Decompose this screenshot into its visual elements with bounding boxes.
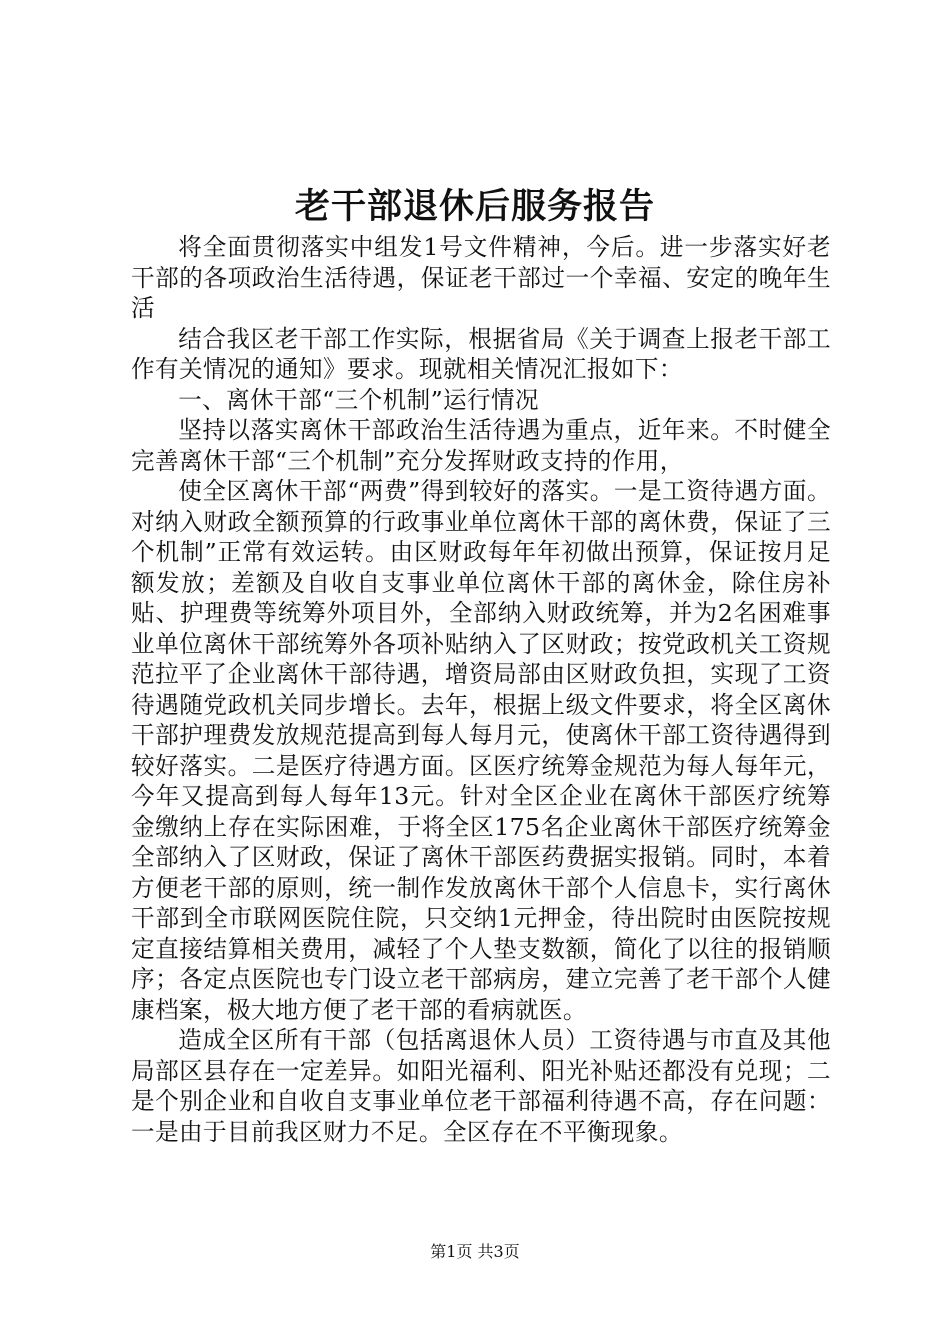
document-title: 老干部退休后服务报告 — [294, 186, 655, 227]
paragraph-problems: 造成全区所有干部（包括离退休人员）工资待遇与市直及其他局部区县存在一定差异。如阳光福利、阳光补贴还都没有兑现；二是个别企业和自收自支事业单位老干部福利待遇不高，存在问题：一是由于目前我区财力不足。全区存在不平衡现象。 — [131, 1026, 831, 1146]
paragraph-context: 结合我区老干部工作实际，根据省局《关于调查上报老干部工作有关情况的通知》要求。现就相关情况汇报如下： — [131, 324, 831, 383]
paragraph-intro: 将全面贯彻落实中组发1号文件精神，今后。进一步落实好老干部的各项政治生活待遇，保证老干部过一个幸福、安定的晚年生活 — [131, 233, 831, 322]
page-footer: 第1页 共3页 — [430, 1242, 520, 1261]
paragraph-mechanism: 坚持以落实离休干部政治生活待遇为重点，近年来。不时健全完善离休干部“三个机制”充分发挥财政支持的作用， — [131, 416, 831, 475]
paragraph-benefits: 使全区离休干部“两费”得到较好的落实。一是工资待遇方面。对纳入财政全额预算的行政事业单位离休干部的离休费，保证了三个机制”正常有效运转。由区财政每年年初做出预算，保证按月足额发放；差额及自收自支事业单位离休干部的离休金，除住房补贴、护理费等统筹外项目外，全部纳入财政统筹，并为2名困难事业单位离休干部统筹外各项补贴纳入了区财政；按党政机关工资规范拉平了企业离休干部待遇，增资局部由区财政负担，实现了工资待遇随党政机关同步增长。去年，根据上级文件要求，将全区离休干部护理费发放规范提高到每人每月元，使离休干部工资待遇得到较好落实。二是医疗待遇方面。区医疗统筹金规范为每人每年元，今年又提高到每人每年13元。针对全区企业在离休干部医疗统筹金缴纳上存在实际困难，于将全区175名企业离休干部医疗统筹金全部纳入了区财政，保证了离休干部医药费据实报销。同时，本着方便老干部的原则，统一制作发放离休干部个人信息卡，实行离休干部到全市联网医院住院，只交纳1元押金，待出院时由医院按规定直接结算相关费用，减轻了个人垫支数额，简化了以往的报销顺序；各定点医院也专门设立老干部病房，建立完善了老干部个人健康档案，极大地方便了老干部的看病就医。 — [131, 477, 831, 1024]
section-heading-1: 一、离休干部“三个机制”运行情况 — [178, 385, 540, 414]
document-body — [131, 232, 831, 1147]
